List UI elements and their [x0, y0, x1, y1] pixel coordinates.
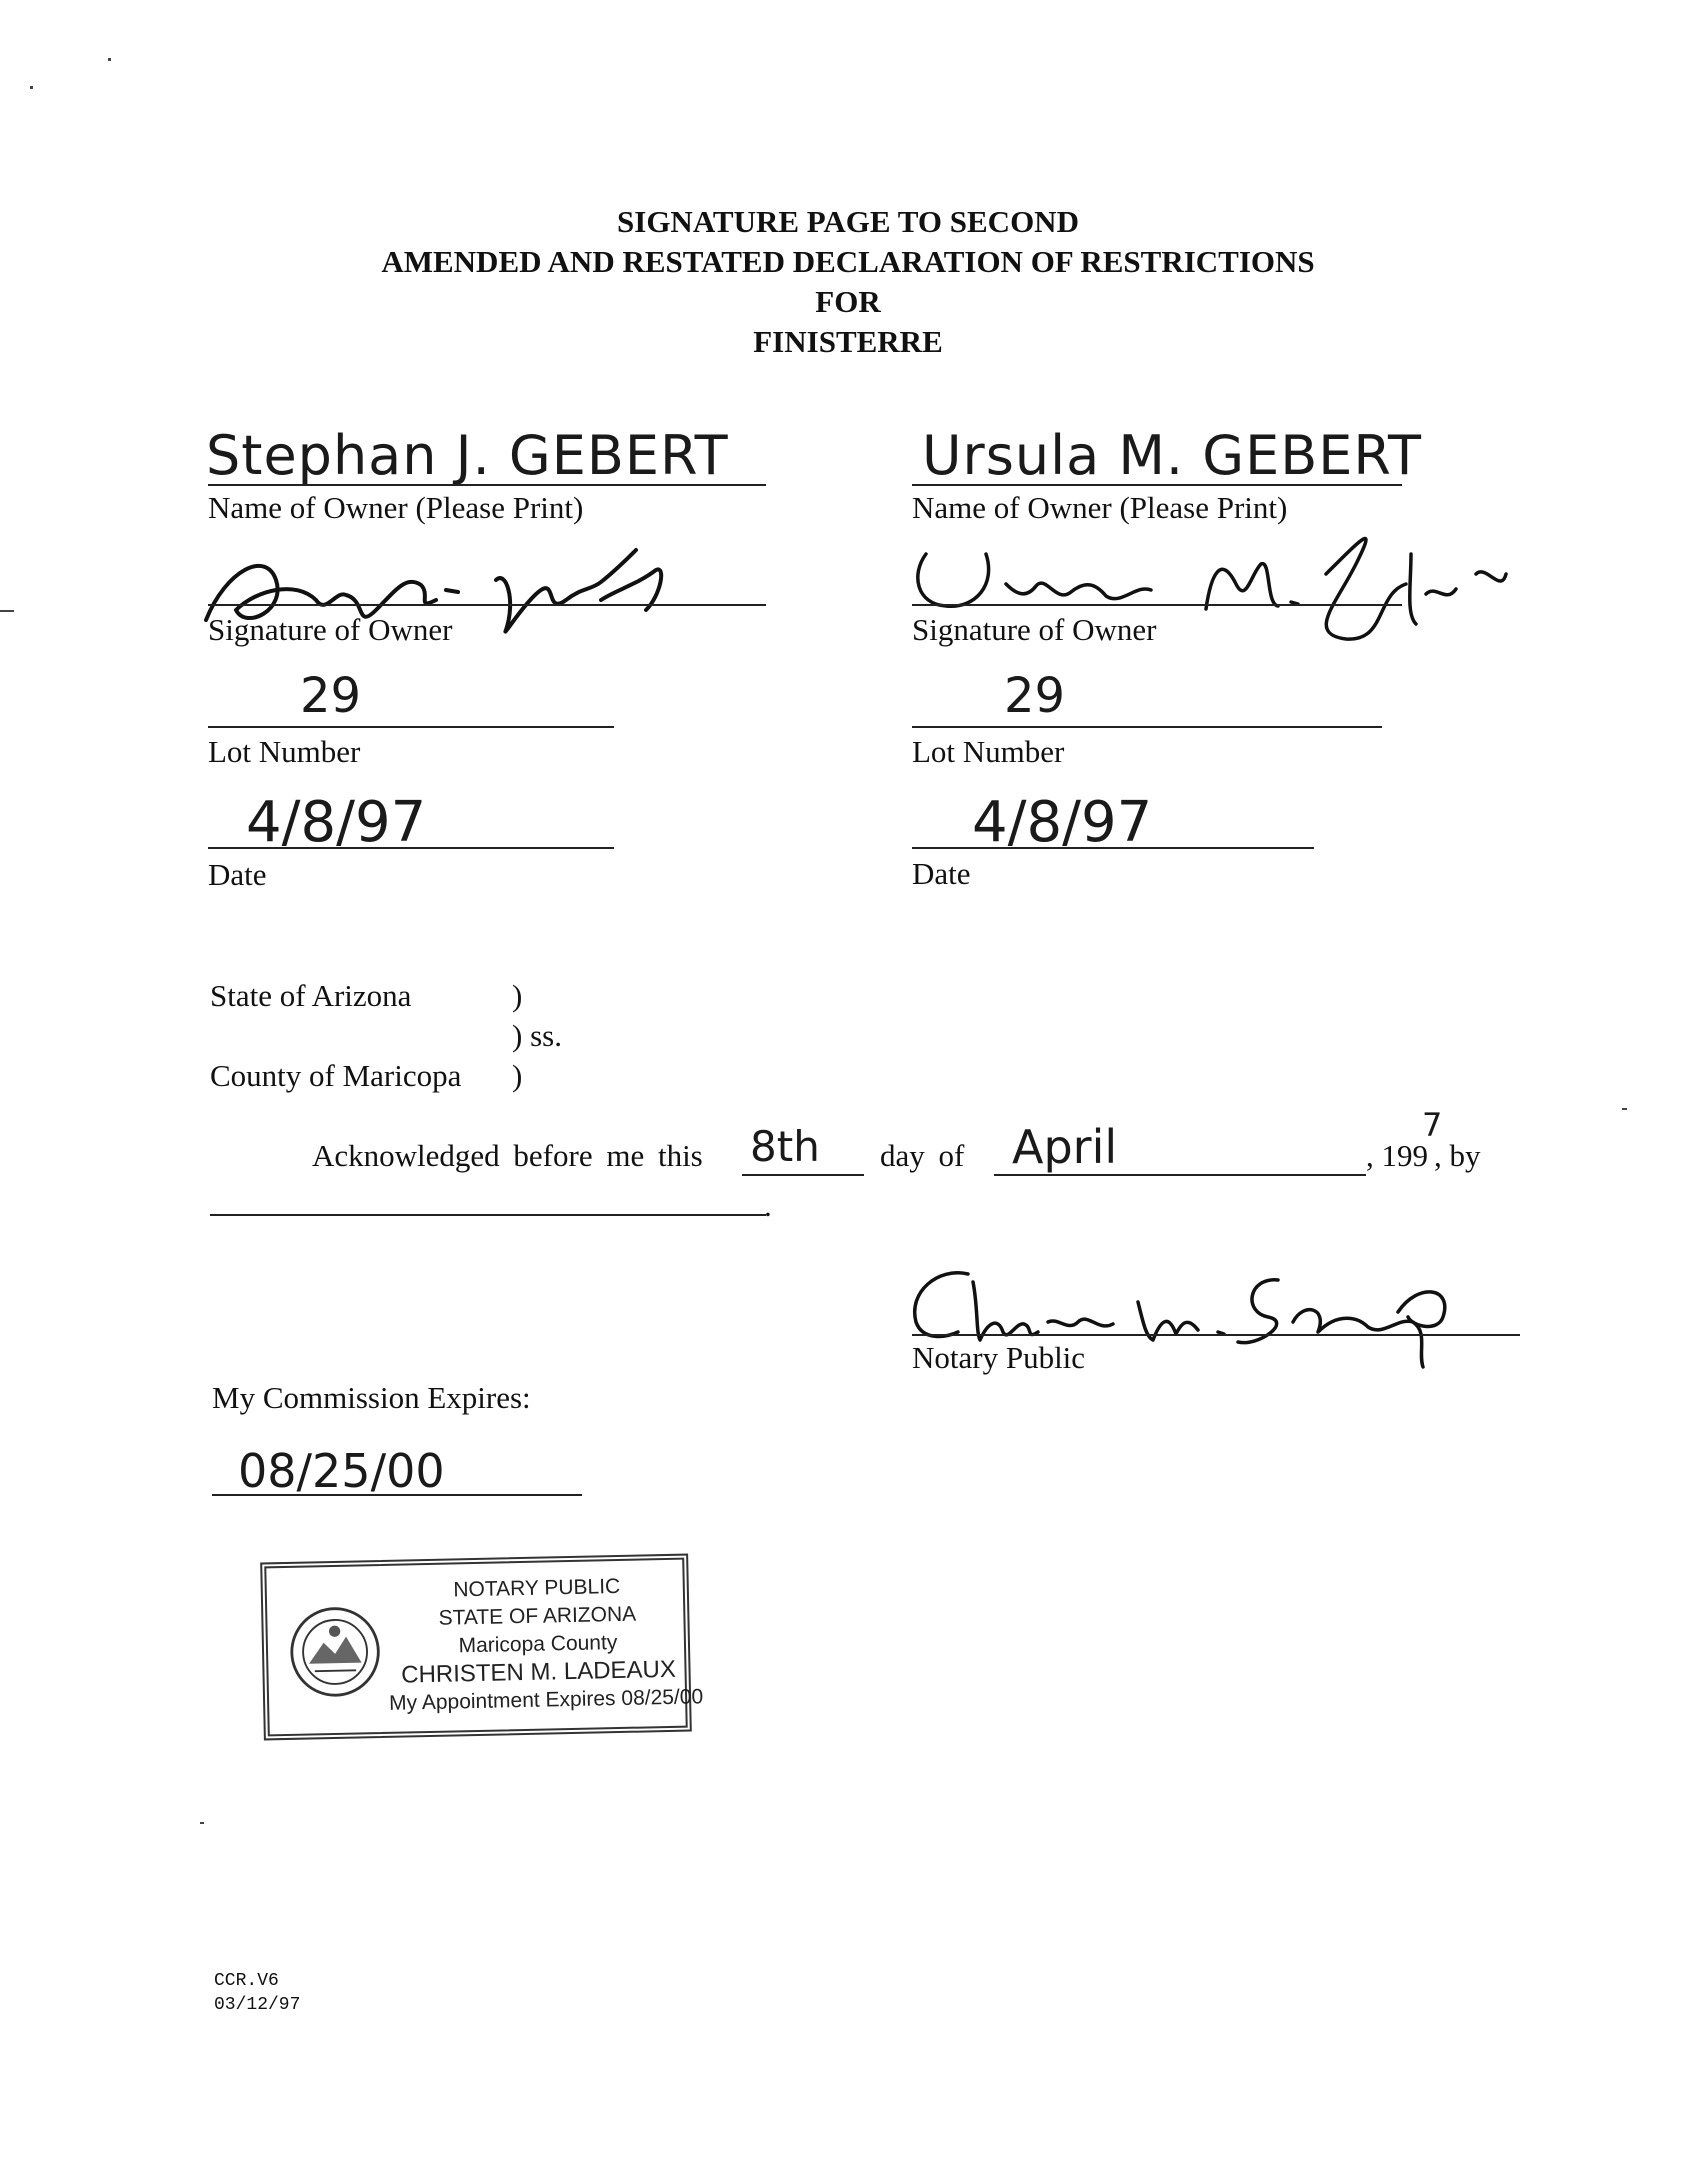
owner1-lot-number: 29 [300, 668, 362, 724]
owner1-date: 4/8/97 [246, 790, 427, 855]
commission-label: My Commission Expires: [212, 1380, 531, 1415]
ack-month-line [994, 1174, 1366, 1176]
ack-lead: Acknowledged before me this [312, 1138, 703, 1173]
venue-county: County of Maricopa [210, 1058, 462, 1093]
venue-ss: ) ss. [512, 1018, 562, 1053]
owner2-lot-number: 29 [1004, 668, 1066, 724]
venue-state: State of Arizona [210, 978, 412, 1013]
ack-day: 8th [750, 1122, 820, 1171]
owner2-signature-line [912, 604, 1402, 606]
seal-line-3: Maricopa County [458, 1631, 618, 1658]
notary-label: Notary Public [912, 1340, 1086, 1375]
ack-month: April [1012, 1120, 1118, 1174]
owner1-lot-label: Lot Number [208, 734, 361, 769]
owner1-signature-label: Signature of Owner [208, 612, 453, 647]
owner1-name-label: Name of Owner (Please Print) [208, 490, 584, 525]
owner1-date-line [208, 847, 614, 849]
seal-line-2: STATE OF ARIZONA [438, 1602, 637, 1630]
seal-line-1: NOTARY PUBLIC [453, 1574, 621, 1602]
scan-speck [1622, 1108, 1627, 1110]
owner1-date-label: Date [208, 857, 267, 892]
owner1-name-line [208, 484, 766, 486]
owner1-signature-line [208, 604, 766, 606]
scan-speck [30, 86, 33, 89]
venue-paren-2: ) [512, 1058, 523, 1093]
scan-speck [200, 1822, 204, 1824]
footer-code: CCR.V6 [214, 1971, 279, 1991]
seal-line-5: My Appointment Expires 08/25/00 [388, 1685, 704, 1715]
ack-day-of: day of [880, 1138, 965, 1173]
notary-seal [260, 1554, 704, 1741]
owner2-name-line [912, 484, 1402, 486]
title-line-4: FINISTERRE [753, 324, 943, 359]
footer-date: 03/12/97 [214, 1995, 301, 2015]
owner2-date-line [912, 847, 1314, 849]
commission-line [212, 1494, 582, 1496]
owner2-lot-line [912, 726, 1382, 728]
commission-date: 08/25/00 [238, 1444, 445, 1498]
owner2-printed-name: Ursula M. GEBERT [922, 424, 1422, 487]
owner2-lot-label: Lot Number [912, 734, 1065, 769]
owner2-date: 4/8/97 [972, 790, 1153, 855]
ack-period: . [764, 1188, 772, 1223]
notary-signature-line [912, 1334, 1520, 1336]
owner1-lot-line [208, 726, 614, 728]
venue-paren-1: ) [512, 978, 523, 1013]
scan-speck [0, 610, 14, 612]
ack-year-prefix: , 199 [1366, 1138, 1428, 1173]
seal-line-4: CHRISTEN M. LADEAUX [400, 1655, 677, 1689]
state-seal-emblem [287, 1604, 383, 1700]
ack-day-line [742, 1174, 864, 1176]
ack-by: , by [1434, 1138, 1481, 1173]
document-title [0, 202, 1696, 362]
title-line-1: SIGNATURE PAGE TO SECOND [617, 204, 1079, 239]
title-line-3: FOR [815, 284, 881, 319]
owner1-printed-name: Stephan J. GEBERT [206, 424, 729, 487]
owner2-date-label: Date [912, 856, 971, 891]
owner2-signature-label: Signature of Owner [912, 612, 1157, 647]
owner2-name-label: Name of Owner (Please Print) [912, 490, 1288, 525]
title-line-2: AMENDED AND RESTATED DECLARATION OF RESTRICTIONS [381, 244, 1315, 279]
scan-speck [108, 58, 111, 61]
ack-year-digit: 7 [1422, 1106, 1443, 1144]
ack-name-line [210, 1214, 766, 1216]
